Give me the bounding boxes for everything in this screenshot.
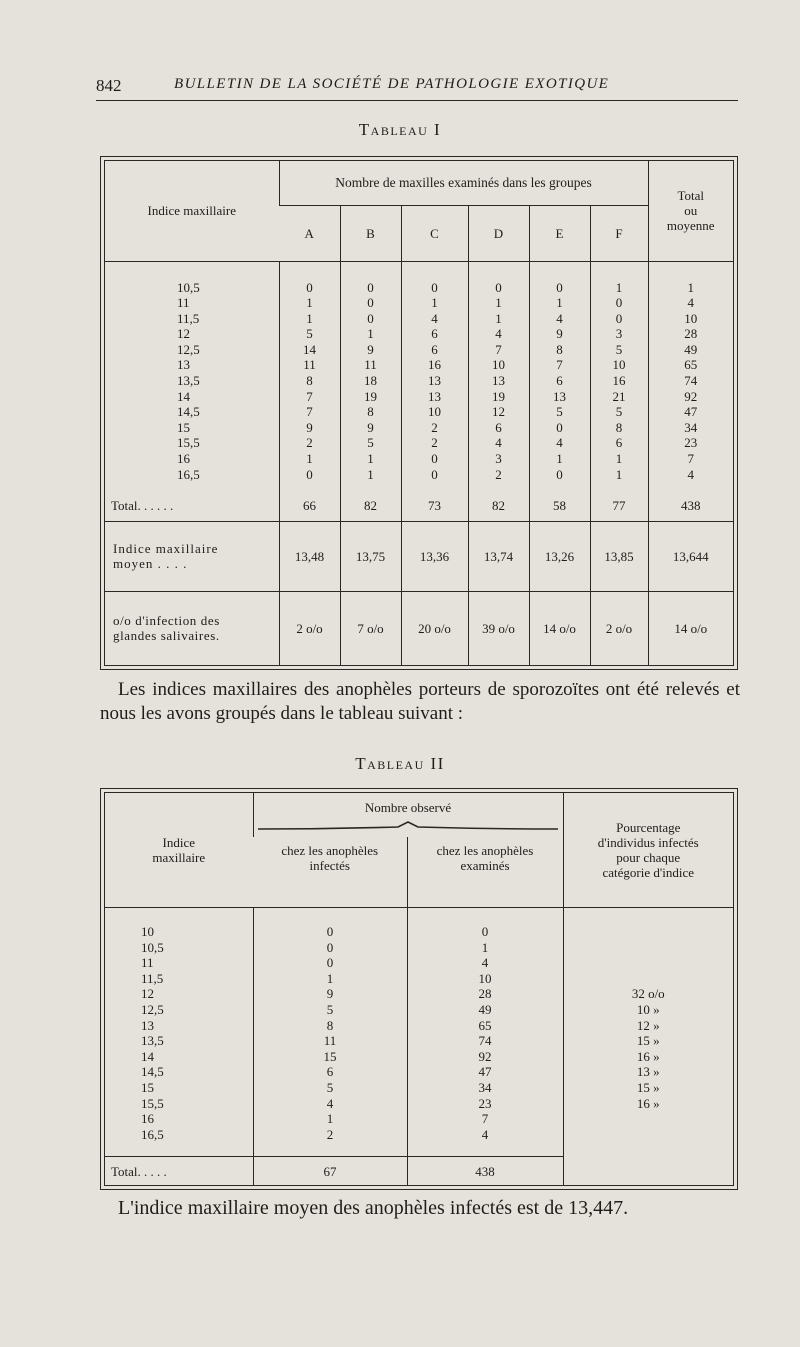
col-header-line: chez les anophèles [436, 843, 534, 859]
index-list [105, 280, 279, 483]
col-header-a: A [279, 205, 340, 261]
index-value: 16 [141, 1111, 154, 1127]
index-value: 10 [141, 924, 154, 940]
table-cell: 0 [367, 279, 374, 295]
table-cell: 5 [326, 1002, 334, 1018]
table-cell: 1 [367, 326, 374, 342]
table-cell: 7 [306, 404, 313, 420]
index-value: 15,5 [141, 1095, 164, 1111]
table2 [104, 792, 734, 1186]
table-cell: 4 [687, 295, 694, 311]
table-cell: 16 [612, 373, 626, 389]
mean-cell: 13,48 [279, 521, 340, 591]
table-cell: 9 [556, 326, 563, 342]
table-cell: 7 [481, 1111, 489, 1127]
table-cell: 6 [556, 373, 563, 389]
index-value: 14 [141, 1048, 154, 1064]
table-cell: 7 [556, 357, 563, 373]
value-list-a [280, 280, 340, 483]
table2-infected-column [253, 908, 407, 1157]
pct-list [564, 924, 734, 1142]
brace-icon [258, 821, 558, 831]
table1-col-c [401, 261, 468, 491]
table-cell: 1 [306, 310, 313, 326]
table-cell: 2 [495, 466, 502, 482]
index-value: 11,5 [177, 310, 200, 326]
pct-cell [564, 955, 734, 971]
row-header-label: Indice maxillaire [147, 203, 236, 219]
table-cell: 0 [615, 295, 623, 311]
value-list-total [649, 280, 734, 483]
table-cell: 23 [478, 1095, 492, 1111]
pct-cell: 15 » [636, 1080, 660, 1095]
total-cell: 73 [401, 491, 468, 521]
pct-cell [564, 971, 734, 987]
table-cell: 4 [495, 326, 502, 342]
table-cell: 34 [684, 419, 698, 435]
table-cell: 10 [478, 970, 492, 986]
table-cell: 1 [367, 466, 374, 482]
table-cell: 5 [615, 341, 623, 357]
mean-cell: 13,85 [590, 521, 648, 591]
examined-list [408, 924, 563, 1142]
table-cell: 1 [556, 451, 563, 467]
table-cell: 49 [684, 341, 698, 357]
table-cell: 18 [364, 373, 377, 389]
value-list-d [469, 280, 529, 483]
table-cell: 1 [431, 295, 438, 311]
mean-cell: 13,644 [648, 521, 733, 591]
total-header-line: ou [684, 203, 698, 219]
table1-group-header [279, 161, 648, 205]
index-value: 13,5 [177, 373, 200, 389]
table2-total-empty [563, 1157, 733, 1185]
row-header-line: maxillaire [152, 850, 206, 866]
col-header-line: examinés [460, 858, 510, 874]
paragraph-1: Les indices maxillaires des anophèles porteurs de sporozoïtes ont été relevés et nous les avons groupés dans le tableau suivant : [100, 679, 740, 724]
table2-col-infected-header [253, 837, 407, 907]
row-header-line: Indice [162, 835, 195, 851]
table-cell: 2 [431, 419, 438, 435]
table-cell: 2 [326, 1126, 334, 1142]
table2-group-header [253, 793, 563, 837]
table-cell: 0 [326, 924, 334, 940]
table-cell: 0 [306, 466, 313, 482]
infection-cell: 20 o/o [401, 591, 468, 665]
infection-cell: 14 o/o [648, 591, 733, 665]
table-cell: 28 [684, 326, 698, 342]
table-cell: 11 [303, 357, 316, 373]
pct-cell: 16 » [636, 1048, 660, 1064]
index-value: 16,5 [177, 466, 200, 482]
table2-pct-column [563, 908, 733, 1157]
table1-index-column [105, 261, 279, 491]
index-value: 16,5 [141, 1126, 164, 1142]
table2-title: Tableau II [355, 754, 445, 773]
table1-mean-label [105, 521, 279, 591]
table1-total-label: Total. . . . . . [105, 491, 279, 521]
index-value: 10,5 [141, 939, 164, 955]
table1-col-f [590, 261, 648, 491]
table-cell: 49 [478, 1002, 492, 1018]
total-cell: 58 [529, 491, 590, 521]
index-value: 13,5 [141, 1033, 164, 1049]
group-header-label: Nombre observé [364, 799, 452, 815]
table1-title: Tableau I [358, 120, 442, 139]
table-cell: 13 [428, 388, 441, 404]
total-header-line: Total [677, 188, 705, 204]
paragraph-2: L'indice maxillaire moyen des anophèles infectés est de 13,447. [118, 1197, 629, 1219]
table-cell: 0 [556, 419, 563, 435]
table-cell: 28 [478, 986, 492, 1002]
table-cell: 6 [615, 435, 623, 451]
table-cell: 15 [323, 1048, 337, 1064]
index-list [105, 924, 253, 1142]
index-value: 11 [141, 955, 154, 971]
table2-examined-column [407, 908, 563, 1157]
table-cell: 74 [684, 373, 698, 389]
table-cell: 1 [615, 451, 623, 467]
pct-cell: 32 o/o [631, 986, 665, 1002]
table-cell: 8 [615, 419, 623, 435]
table2-row-header [105, 793, 253, 908]
infection-cell: 2 o/o [590, 591, 648, 665]
table-cell: 65 [684, 357, 698, 373]
table-cell: 8 [326, 1017, 334, 1033]
pct-cell: 12 » [636, 1017, 660, 1033]
table-cell: 5 [306, 326, 313, 342]
table-cell: 1 [615, 466, 623, 482]
table-cell: 10 [612, 357, 626, 373]
table-cell: 1 [367, 451, 374, 467]
table-cell: 0 [556, 466, 563, 482]
total-cell: 82 [340, 491, 401, 521]
table-cell: 4 [481, 1126, 489, 1142]
table-cell: 1 [615, 279, 623, 295]
page-number: 842 [96, 76, 122, 95]
page-header [96, 76, 738, 101]
table-cell: 14 [303, 341, 316, 357]
pct-header-line: catégorie d'indice [602, 865, 694, 881]
table1-total-header [648, 161, 733, 261]
index-value: 12 [177, 326, 190, 342]
infection-cell: 7 o/o [340, 591, 401, 665]
table-cell: 74 [478, 1033, 492, 1049]
table-cell: 5 [615, 404, 623, 420]
table-cell: 8 [367, 404, 374, 420]
index-value: 15 [177, 419, 190, 435]
table-cell: 13 [428, 373, 441, 389]
table-cell: 0 [481, 924, 489, 940]
table1 [104, 160, 734, 666]
pct-header-line: Pourcentage [616, 820, 681, 836]
index-value: 15,5 [177, 435, 200, 451]
index-value: 14,5 [141, 1064, 164, 1080]
table-cell: 3 [615, 326, 623, 342]
pct-header-line: d'individus infectés [597, 835, 699, 851]
table-cell: 9 [367, 419, 374, 435]
table-cell: 9 [306, 419, 313, 435]
table-cell: 2 [306, 435, 313, 451]
table-cell: 1 [326, 970, 334, 986]
table-cell: 0 [326, 955, 334, 971]
total-header-line: moyenne [666, 218, 715, 234]
table2-col-examined-header [407, 837, 563, 907]
table1-col-a [279, 261, 340, 491]
table-cell: 65 [478, 1017, 492, 1033]
pct-cell [564, 940, 734, 956]
infection-cell: 2 o/o [279, 591, 340, 665]
infection-cell: 39 o/o [468, 591, 529, 665]
table-cell: 1 [495, 295, 502, 311]
table-cell: 7 [306, 388, 313, 404]
table-cell: 1 [687, 279, 694, 295]
table-cell: 0 [556, 279, 563, 295]
value-list-e [530, 280, 590, 483]
table-cell: 1 [556, 295, 563, 311]
table-cell: 8 [306, 373, 313, 389]
table-cell: 4 [556, 435, 563, 451]
pct-cell: 13 » [636, 1064, 660, 1080]
table-cell: 0 [615, 310, 623, 326]
table-cell: 7 [687, 451, 694, 467]
table-cell: 10 [684, 310, 698, 326]
table-cell: 47 [684, 404, 698, 420]
pct-cell [564, 1127, 734, 1143]
table-cell: 11 [323, 1033, 337, 1049]
table-cell: 13 [492, 373, 505, 389]
col-header-line: infectés [309, 858, 350, 874]
value-list-f [591, 280, 648, 483]
table-cell: 5 [556, 404, 563, 420]
table-cell: 7 [495, 341, 502, 357]
index-value: 13 [177, 357, 190, 373]
table-cell: 6 [431, 341, 438, 357]
total-cell: 438 [648, 491, 733, 521]
table-cell: 6 [431, 326, 438, 342]
pct-cell: 16 » [636, 1095, 660, 1111]
pct-cell: 15 » [636, 1033, 660, 1049]
col-header-b: B [340, 205, 401, 261]
table-cell: 4 [495, 435, 502, 451]
table2-total-examined: 438 [407, 1157, 563, 1185]
table-cell: 12 [492, 404, 505, 420]
index-value: 15 [141, 1080, 154, 1095]
table-cell: 11 [364, 357, 377, 373]
table-cell: 0 [326, 939, 334, 955]
table1-grid [105, 161, 733, 665]
total-cell: 77 [590, 491, 648, 521]
pct-cell [564, 924, 734, 940]
group-header-label: Nombre de maxilles examinés dans les groupes [335, 175, 592, 191]
index-value: 12 [141, 986, 154, 1002]
table-cell: 10 [428, 404, 441, 420]
table-cell: 92 [478, 1048, 492, 1064]
value-list-b [341, 280, 401, 483]
table-cell: 0 [495, 279, 502, 295]
table-cell: 34 [478, 1080, 492, 1095]
table-cell: 23 [684, 435, 698, 451]
table-cell: 6 [495, 419, 502, 435]
col-header-c: C [401, 205, 468, 261]
table-cell: 8 [556, 341, 563, 357]
total-cell: 82 [468, 491, 529, 521]
table-cell: 4 [326, 1095, 334, 1111]
table-cell: 4 [687, 466, 694, 482]
table1-col-total [648, 261, 733, 491]
table-cell: 5 [367, 435, 374, 451]
table2-index-column [105, 908, 253, 1157]
table-cell: 13 [553, 388, 566, 404]
table-cell: 2 [431, 435, 438, 451]
mean-label-line: Indice maxillaire [113, 541, 219, 556]
infection-cell: 14 o/o [529, 591, 590, 665]
table1-col-b [340, 261, 401, 491]
table-cell: 1 [326, 1111, 334, 1127]
table-cell: 21 [612, 388, 626, 404]
index-value: 10,5 [177, 279, 200, 295]
index-value: 12,5 [141, 1002, 164, 1018]
pct-header-line: pour chaque [616, 850, 681, 866]
table-cell: 5 [326, 1080, 334, 1095]
mean-cell: 13,26 [529, 521, 590, 591]
table-cell: 0 [367, 310, 374, 326]
index-value: 14,5 [177, 404, 200, 420]
table-cell: 0 [431, 279, 438, 295]
index-value: 11 [177, 295, 190, 311]
table-cell: 1 [306, 295, 313, 311]
table-cell: 19 [364, 388, 377, 404]
table-cell: 0 [431, 451, 438, 467]
infected-list [254, 924, 407, 1142]
infection-label-line: o/o d'infection des [113, 613, 220, 629]
total-cell: 66 [279, 491, 340, 521]
table-cell: 47 [478, 1064, 492, 1080]
infection-label-line: glandes salivaires. [113, 628, 220, 644]
table-cell: 1 [481, 939, 489, 955]
table-cell: 6 [326, 1064, 334, 1080]
mean-cell: 13,74 [468, 521, 529, 591]
pct-cell: 10 » [636, 1002, 660, 1018]
col-header-d: D [468, 205, 529, 261]
mean-label-line: moyen . . . . [113, 556, 188, 571]
table-cell: 0 [306, 279, 313, 295]
mean-cell: 13,36 [401, 521, 468, 591]
pct-cell [564, 1111, 734, 1127]
table2-grid [105, 793, 733, 1185]
table-cell: 4 [481, 955, 489, 971]
index-value: 16 [177, 451, 190, 467]
table2-pct-header [563, 793, 733, 908]
table-cell: 10 [492, 357, 505, 373]
table-cell: 92 [684, 388, 698, 404]
table-cell: 3 [495, 451, 502, 467]
table1-col-d [468, 261, 529, 491]
index-value: 11,5 [141, 970, 164, 986]
table2-total-infected: 67 [253, 1157, 407, 1185]
table-cell: 9 [326, 986, 334, 1002]
table-cell: 9 [367, 341, 374, 357]
table-cell: 19 [492, 388, 505, 404]
col-header-line: chez les anophèles [281, 843, 379, 859]
table-cell: 0 [431, 466, 438, 482]
table-cell: 1 [495, 310, 502, 326]
index-value: 12,5 [177, 341, 200, 357]
col-header-e: E [529, 205, 590, 261]
table1-col-e [529, 261, 590, 491]
table2-total-label: Total. . . . . [105, 1157, 253, 1185]
index-value: 13 [141, 1017, 154, 1033]
table1-infection-label [105, 591, 279, 665]
table-cell: 4 [431, 310, 438, 326]
table-cell: 16 [428, 357, 441, 373]
running-title: BULLETIN DE LA SOCIÉTÉ DE PATHOLOGIE EXOTIQUE [174, 76, 610, 92]
mean-cell: 13,75 [340, 521, 401, 591]
table-cell: 0 [367, 295, 374, 311]
table-cell: 4 [556, 310, 563, 326]
col-header-f: F [590, 205, 648, 261]
table-cell: 1 [306, 451, 313, 467]
table1-row-header [105, 161, 279, 261]
value-list-c [402, 280, 468, 483]
index-value: 14 [177, 388, 190, 404]
